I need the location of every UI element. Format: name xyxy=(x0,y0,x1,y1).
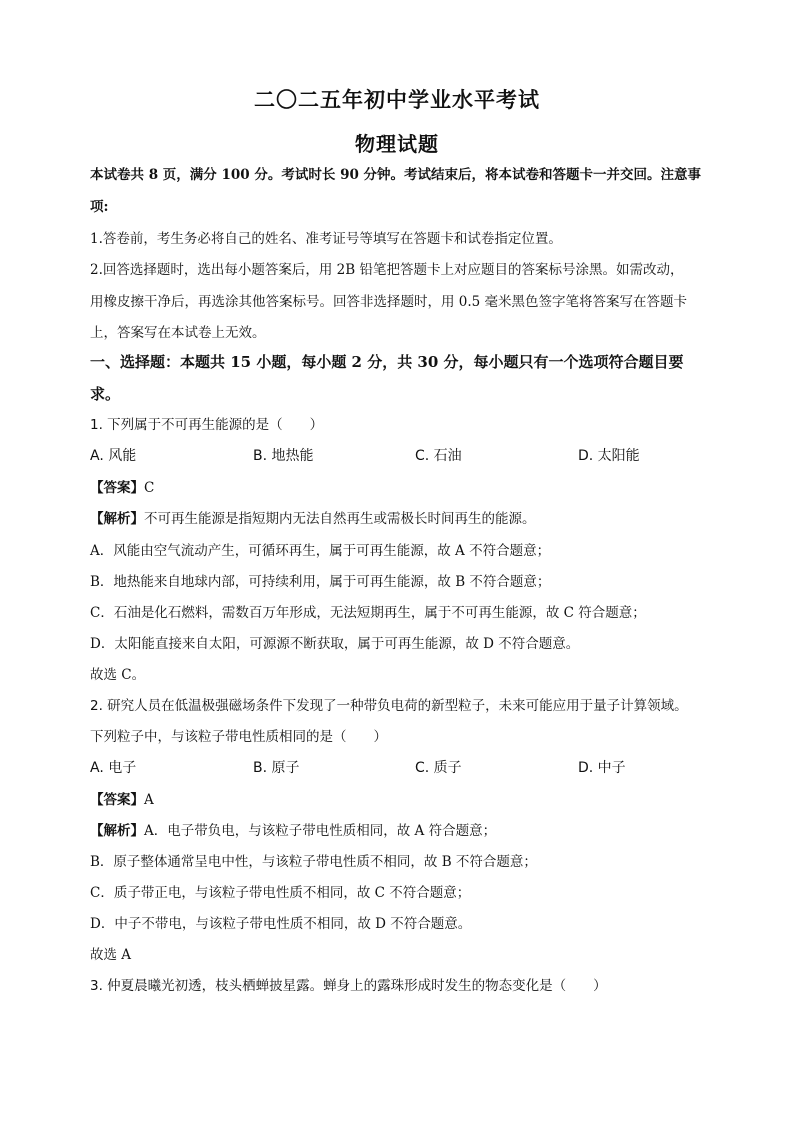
question-1-conclusion: 故选 C。 xyxy=(90,667,146,683)
question-1-analysis-line5: D．太阳能直接来自太阳，可源源不断获取，属于可再生能源，故 D 不符合题意。 xyxy=(90,636,580,652)
analysis-tag: 【解析】 xyxy=(90,511,144,527)
question-2-stem-line1: 2. 研究人员在低温极强磁场条件下发现了一种带负电荷的新型粒子，未来可能应用于量子计算领域。 xyxy=(90,698,688,714)
answer-tag: 【答案】 xyxy=(90,480,144,496)
answer-tag: 【答案】 xyxy=(90,792,144,808)
analysis-text: A．电子带负电，与该粒子带电性质相同，故 A 符合题意； xyxy=(144,823,497,839)
question-2-analysis-line4: D．中子不带电，与该粒子带电性质不相同，故 D 不符合题意。 xyxy=(90,916,472,932)
question-2-answer xyxy=(90,790,154,810)
section-1-heading-line2: 求。 xyxy=(90,385,121,403)
answer-value: C xyxy=(144,480,155,496)
question-1-analysis-line3: B．地热能来自地球内部，可持续利用，属于可再生能源，故 B 不符合题意； xyxy=(90,574,551,590)
question-1-answer xyxy=(90,478,154,498)
question-1-option-c: C. 石油 xyxy=(415,448,462,464)
question-2-option-a: A. 电子 xyxy=(90,760,137,776)
question-2-analysis-line2: B．原子整体通常呈电中性，与该粒子带电性质不相同，故 B 不符合题意； xyxy=(90,854,537,870)
question-2-conclusion: 故选 A xyxy=(90,947,132,963)
question-1-analysis-line2: A．风能由空气流动产生，可循环再生，属于可再生能源，故 A 不符合题意； xyxy=(90,543,551,559)
question-2-analysis-line3: C．质子带正电，与该粒子带电性质不相同，故 C 不符合题意； xyxy=(90,885,471,901)
question-1-option-b: B. 地热能 xyxy=(253,448,314,464)
instructions-item-1: 1.答卷前，考生务必将自己的姓名、准考证号等填写在答题卡和试卷指定位置。 xyxy=(90,231,562,247)
answer-value: A xyxy=(144,792,154,808)
question-2-option-b: B. 原子 xyxy=(253,760,300,776)
question-2-stem-line2: 下列粒子中，与该粒子带电性质相同的是（ ） xyxy=(90,729,387,745)
question-2-analysis-line1 xyxy=(90,821,496,841)
instructions-intro-line1: 本试卷共 8 页，满分 100 分。考试时长 90 分钟。考试结束后，将本试卷和答题卡一并交回。注意事 xyxy=(90,167,702,183)
instructions-intro-line2: 项: xyxy=(90,199,109,215)
instructions-item-2-line2: 用橡皮擦干净后，再选涂其他答案标号。回答非选择题时，用 0.5 毫米黑色签字笔将答案写在答题卡 xyxy=(90,294,688,310)
question-1-analysis-line1 xyxy=(90,509,536,529)
question-1-option-d: D. 太阳能 xyxy=(578,448,640,464)
exam-title: 二〇二五年初中学业水平考试 xyxy=(254,87,540,112)
question-1-option-a: A. 风能 xyxy=(90,448,137,464)
question-3-stem: 3. 仲夏晨曦光初透，枝头栖蝉披星露。蝉身上的露珠形成时发生的物态变化是（ ） xyxy=(90,978,607,994)
question-2-option-d: D. 中子 xyxy=(578,760,626,776)
question-2-option-c: C. 质子 xyxy=(415,760,462,776)
subject-title: 物理试题 xyxy=(355,132,439,156)
section-1-heading-line1: 一、选择题：本题共 15 小题，每小题 2 分，共 30 分，每小题只有一个选项符合题目要 xyxy=(90,353,684,371)
instructions-item-2-line1: 2.回答选择题时，选出每小题答案后，用 2B 铅笔把答题卡上对应题目的答案标号涂黑。如需改动， xyxy=(90,262,684,278)
analysis-text: 不可再生能源是指短期内无法自然再生或需极长时间再生的能源。 xyxy=(144,511,536,527)
question-1-stem: 1. 下列属于不可再生能源的是（ ） xyxy=(90,417,324,433)
instructions-item-2-line3: 上，答案写在本试卷上无效。 xyxy=(90,325,266,341)
question-1-analysis-line4: C．石油是化石燃料，需数百万年形成，无法短期再生，属于不可再生能源，故 C 符合题意； xyxy=(90,605,646,621)
analysis-tag: 【解析】 xyxy=(90,823,144,839)
